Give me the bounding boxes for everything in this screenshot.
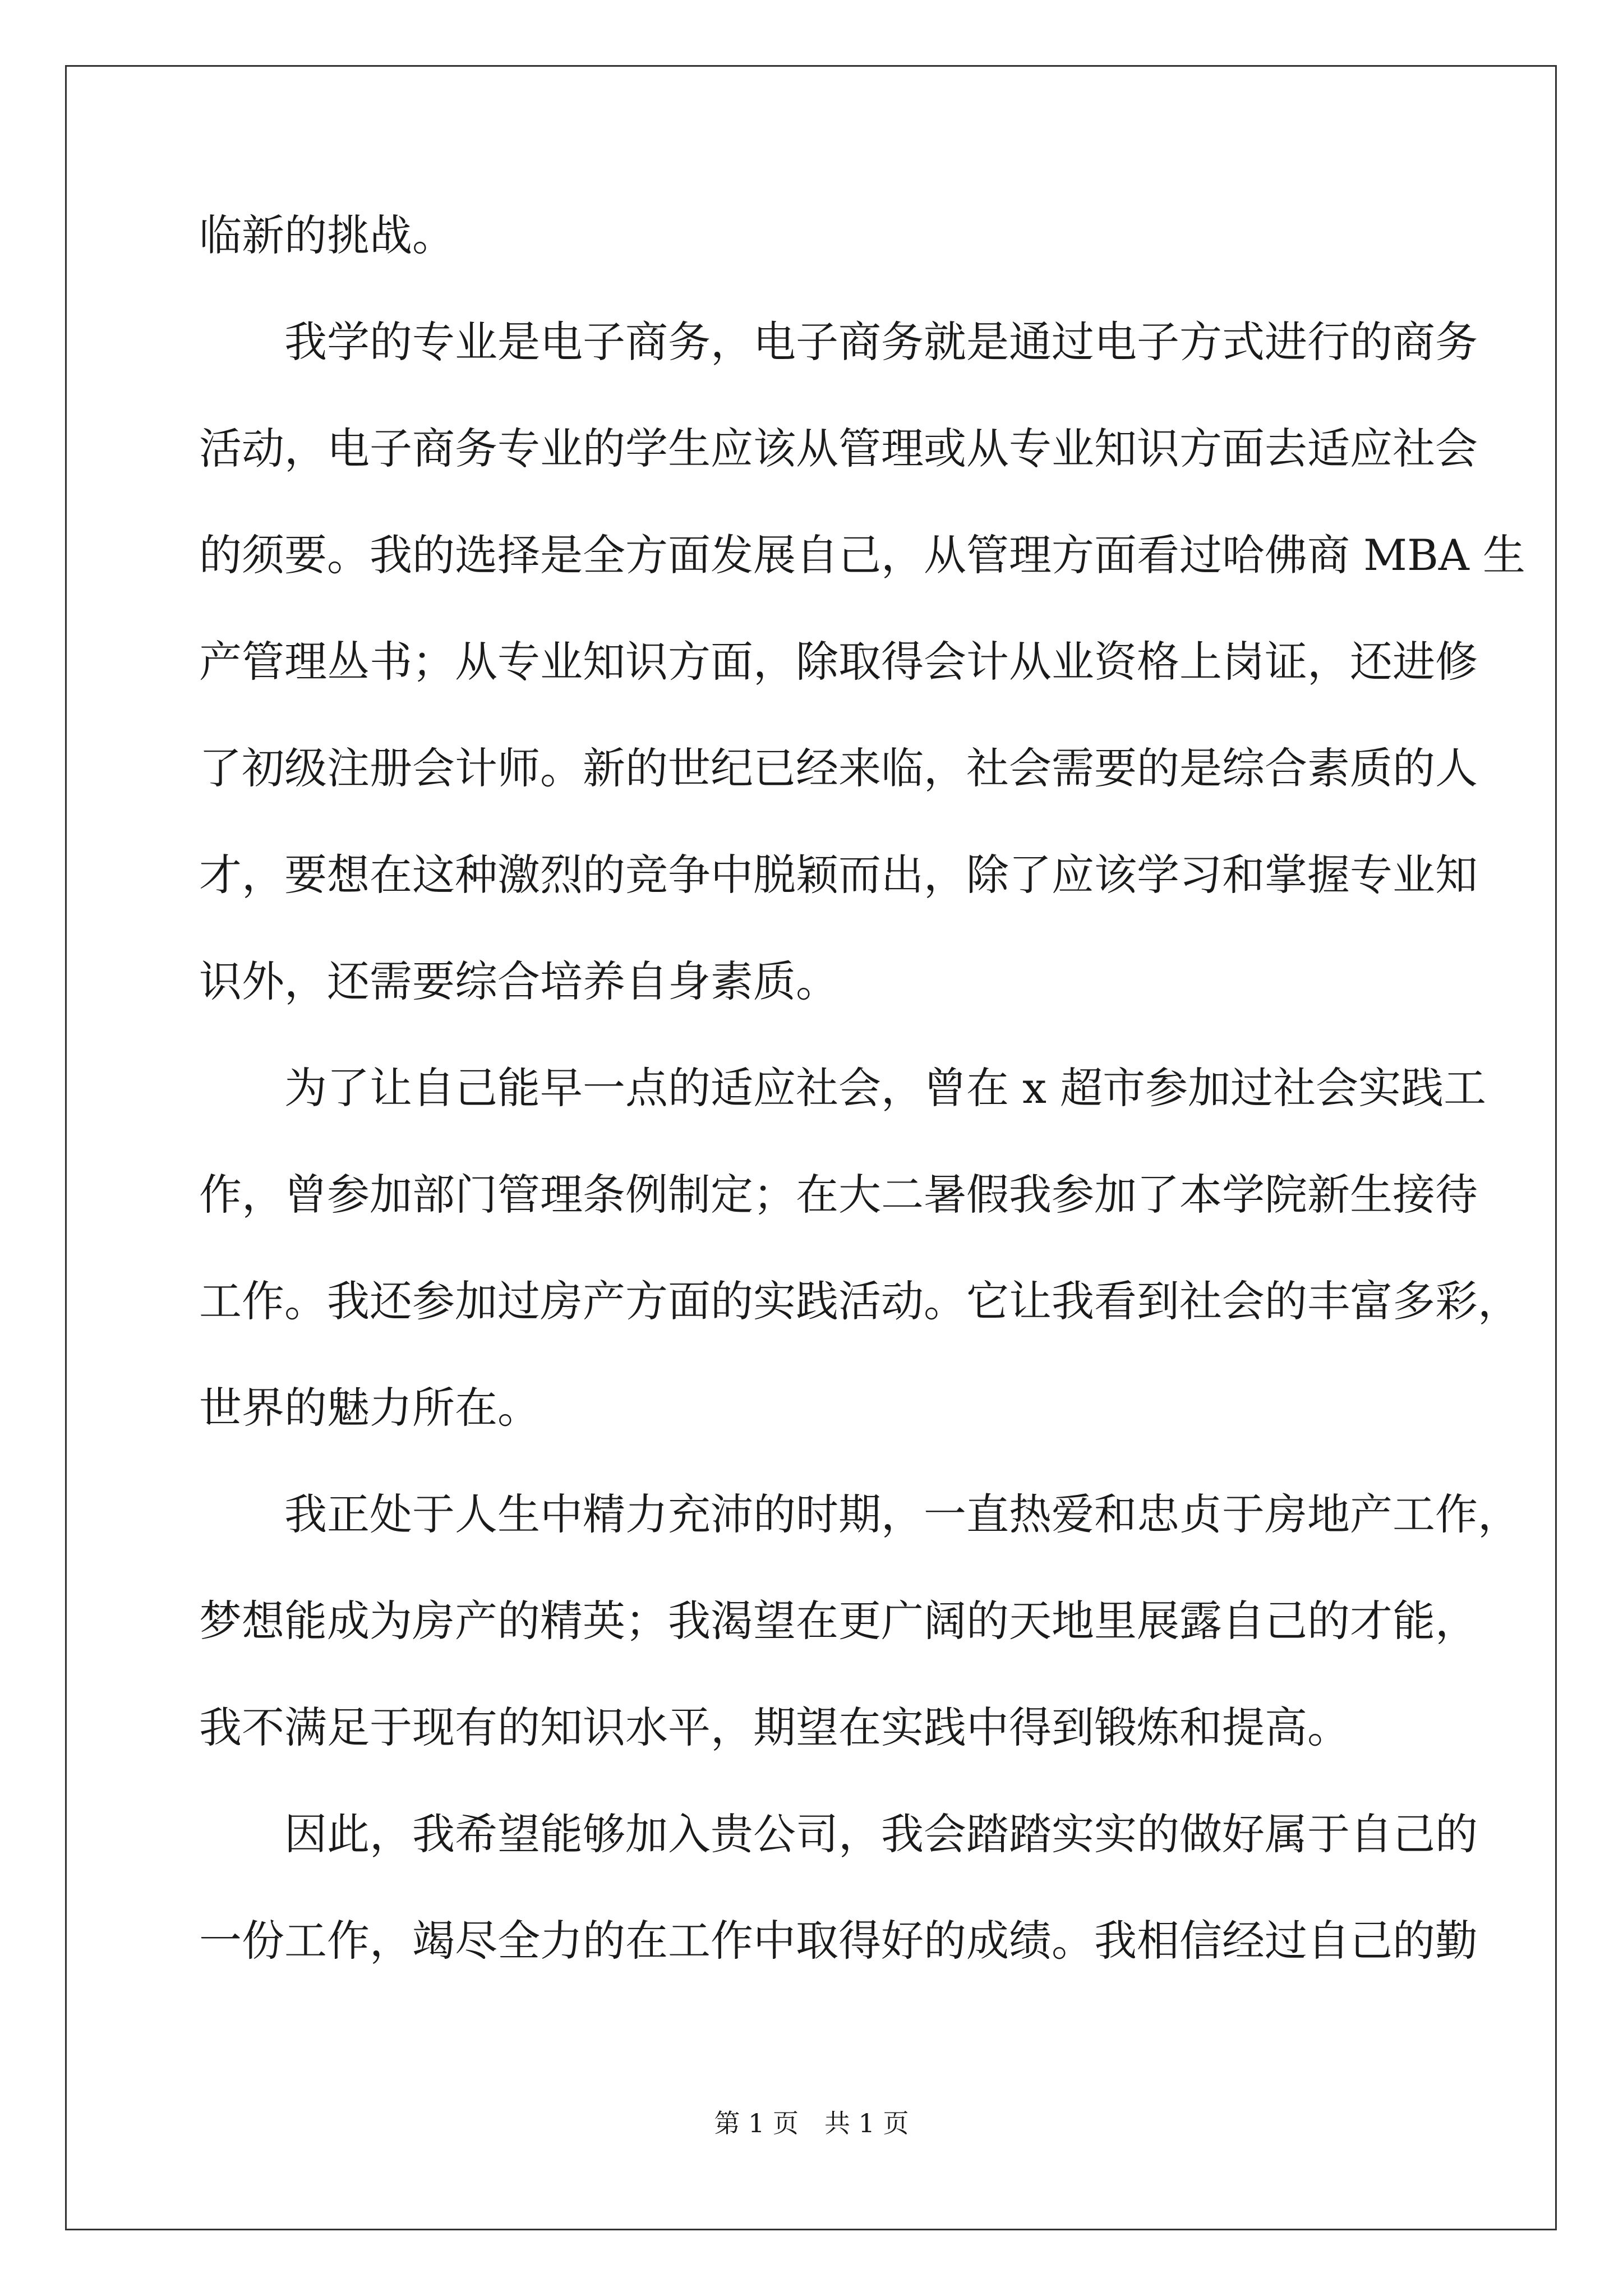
text-line-9: 为了让自己能早一点的适应社会，曾在 x 超市参加过社会实践工 [199, 1063, 1487, 1113]
page-footer [0, 2106, 1623, 2140]
text-line-13: 我正处于人生中精力充沛的时期，一直热爱和忠贞于房地产工作， [199, 1489, 1520, 1539]
text-line-15: 我不满足于现有的知识水平，期望在实践中得到锻炼和提高。 [199, 1703, 1350, 1752]
text-line-10: 作，曾参加部门管理条例制定；在大二暑假我参加了本学院新生接待 [199, 1170, 1478, 1220]
text-line-11: 工作。我还参加过房产方面的实践活动。它让我看到社会的丰富多彩， [199, 1276, 1520, 1326]
text-line-4: 的须要。我的选择是全方面发展自己，从管理方面看过哈佛商 MBA 生 [199, 530, 1525, 580]
text-line-1: 临新的挑战。 [199, 210, 455, 260]
text-line-6: 了初级注册会计师。新的世纪已经来临，社会需要的是综合素质的人 [199, 743, 1478, 793]
text-line-8: 识外，还需要综合培养自身素质。 [199, 956, 838, 1006]
text-line-7: 才，要想在这种激烈的竞争中脱颖而出，除了应该学习和掌握专业知 [199, 850, 1478, 900]
text-line-14: 梦想能成为房产的精英；我渴望在更广阔的天地里展露自己的才能， [199, 1596, 1478, 1646]
text-line-16: 因此，我希望能够加入贵公司，我会踏踏实实的做好属于自己的 [199, 1809, 1478, 1859]
text-line-17: 一份工作，竭尽全力的在工作中取得好的成绩。我相信经过自己的勤 [199, 1916, 1478, 1966]
text-line-5: 产管理丛书；从专业知识方面，除取得会计从业资格上岗证，还进修 [199, 637, 1478, 687]
page-border [65, 65, 1557, 2230]
text-line-3: 活动，电子商务专业的学生应该从管理或从专业知识方面去适应社会 [199, 424, 1478, 473]
text-line-2: 我学的专业是电子商务，电子商务就是通过电子方式进行的商务 [199, 317, 1478, 367]
page-number: 第 1 页 共 1 页 [714, 2108, 909, 2138]
text-line-12: 世界的魅力所在。 [199, 1383, 540, 1433]
